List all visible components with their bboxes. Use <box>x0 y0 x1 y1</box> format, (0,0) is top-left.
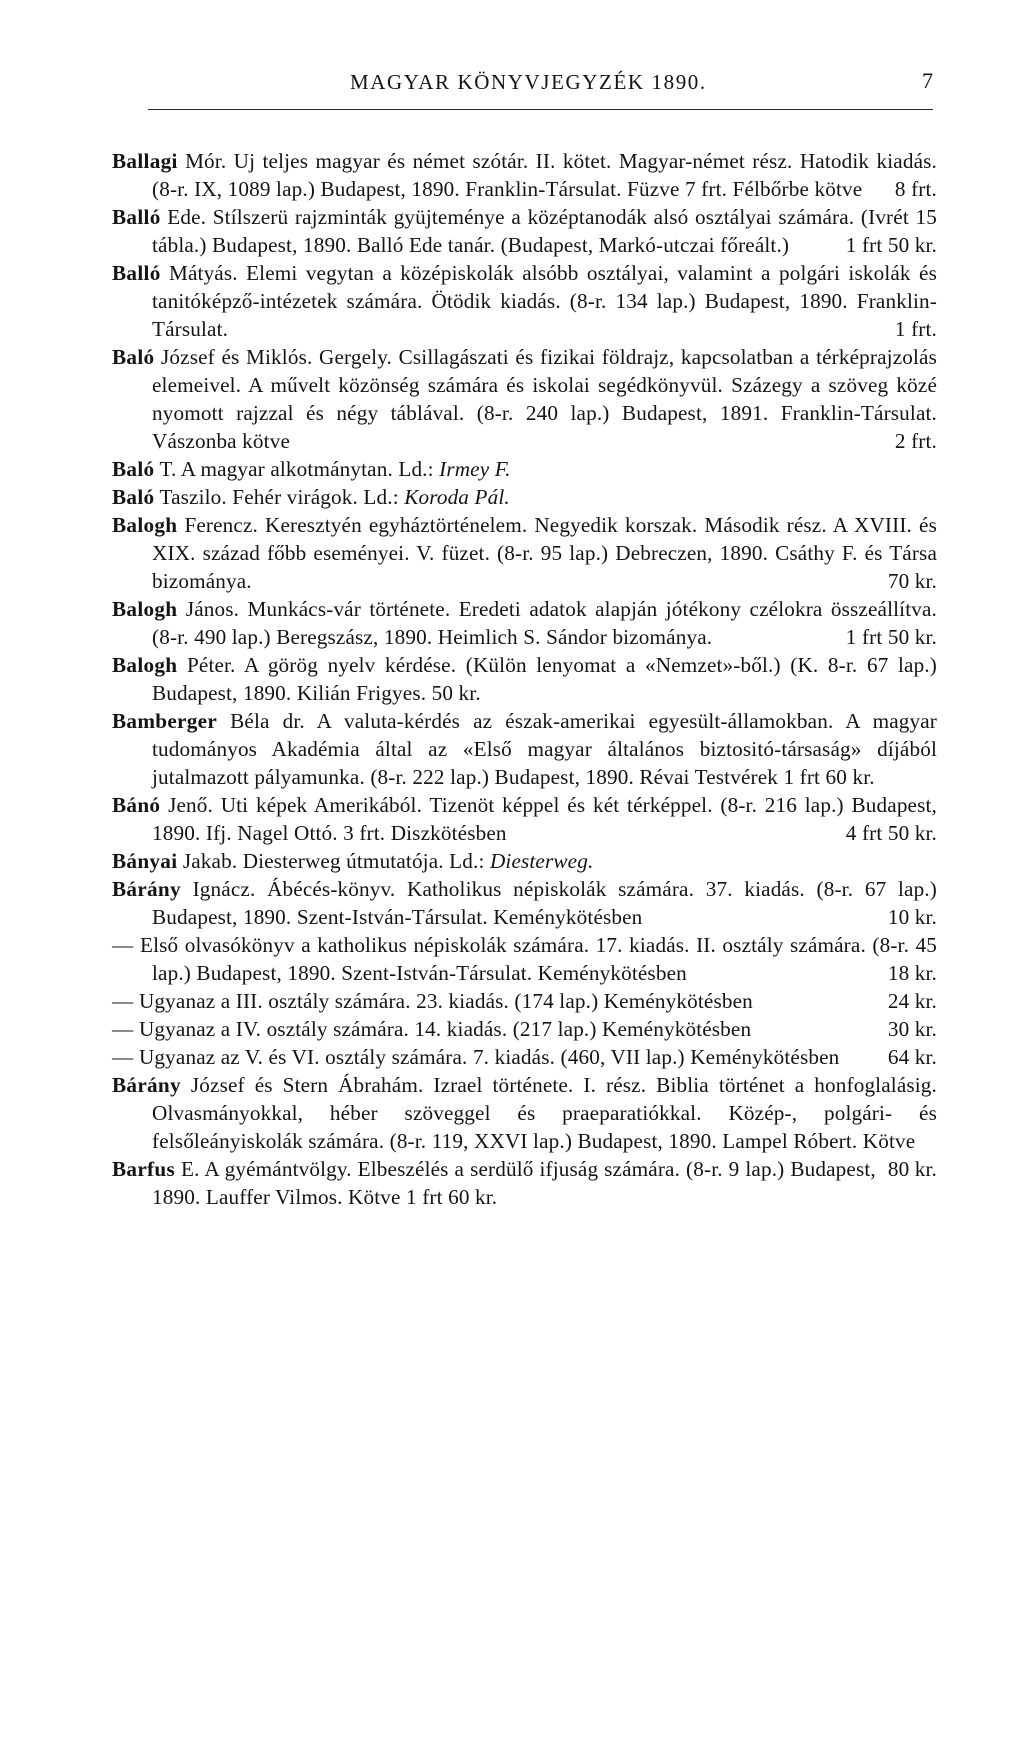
entry-price: 18 kr. <box>887 961 937 985</box>
catalog-entry <box>112 483 937 511</box>
entry-text: Jenő. Uti képek Amerikából. Tizenöt képpel és két térképpel. (8-r. 216 lap.) Budapest, 1890. Ifj. Nagel Ottó. 3 frt. Diszkötésben <box>152 793 937 845</box>
entry-author: Bárány <box>112 1073 181 1097</box>
entry-author: Ballagi <box>112 149 178 173</box>
entry-author: — <box>112 933 134 957</box>
entry-author: Barfus <box>112 1157 176 1181</box>
entry-price: 8 frt. <box>894 177 937 201</box>
entry-author: Baló <box>112 457 155 481</box>
entry-price: 1 frt 50 kr. <box>845 233 937 257</box>
entry-price: 2 frt. <box>894 429 937 453</box>
entry-author: Balogh <box>112 653 178 677</box>
page-number: 7 <box>922 68 933 93</box>
catalog-entry <box>112 707 937 791</box>
running-header <box>148 70 933 110</box>
catalog-entry <box>112 1015 937 1043</box>
entry-text: Béla dr. A valuta-kérdés az észak-amerikai egyesült-államokban. A magyar tudományos Akadémia által az «Első magyar általános biztositó-társaság» díjából jutalmazott pályamunka. (8-r. 222 lap.) Budapest, 1890. Révai Testvérek 1 frt 60 kr. <box>152 709 938 789</box>
catalog-entry <box>112 147 937 203</box>
entry-text: Mór. Uj teljes magyar és német szótár. II. kötet. Magyar-német rész. Hatodik kiadás. (8-r. IX, 1089 lap.) Budapest, 1890. Franklin-Társulat. Füzve 7 frt. Félbőrbe kötve <box>152 149 937 201</box>
entry-text: Mátyás. Elemi vegytan a középiskolák alsóbb osztályai, valamint a polgári iskolák és tanitóképző-intézetek számára. Ötödik kiadás. (8-r. 134 lap.) Budapest, 1890. Franklin-Társulat. <box>152 261 937 341</box>
entry-price: 4 frt 50 kr. <box>845 821 937 845</box>
entry-text: József és Stern Ábrahám. Izrael története. I. rész. Biblia történet a honfoglalásig. Olvasmányokkal, héber szöveggel és praeparatiókkal. Közép-, polgári- és felsőleányiskolák számára. (8-r. 119, XXVI lap.) Budapest, 1890. Lampel Róbert. Kötve <box>152 1073 937 1153</box>
entry-author: Balogh <box>112 513 178 537</box>
catalog-entry <box>112 203 937 259</box>
entry-author: — <box>112 1017 134 1041</box>
entry-text: T. A magyar alkotmánytan. Ld.: <box>159 457 434 481</box>
entry-price: 80 kr. <box>887 1157 937 1181</box>
catalog-entry <box>112 1155 937 1211</box>
entry-text: Ugyanaz az V. és VI. osztály számára. 7. kiadás. (460, VII lap.) Keménykötésben <box>138 1045 840 1069</box>
header-rule <box>148 109 933 110</box>
catalog-entry <box>112 455 937 483</box>
entry-reference: Irmey F. <box>439 457 511 481</box>
entry-text: E. A gyémántvölgy. Elbeszélés a serdülő ifjuság számára. (8-r. 9 lap.) Budapest, 1890. Lauffer Vilmos. Kötve 1 frt 60 kr. <box>152 1157 876 1209</box>
entry-author: — <box>112 1045 134 1069</box>
catalog-entry <box>112 343 937 455</box>
entry-reference: Diesterweg. <box>489 849 594 873</box>
entry-author: Bamberger <box>112 709 218 733</box>
entry-text: Jakab. Diesterweg útmutatója. Ld.: <box>182 849 485 873</box>
entry-price: 30 kr. <box>887 1017 937 1041</box>
entry-price: 70 kr. <box>887 569 937 593</box>
entry-author: Balló <box>112 261 161 285</box>
entry-author: Balló <box>112 205 161 229</box>
entry-author: — <box>112 989 134 1013</box>
catalog-entry <box>112 875 937 931</box>
entry-text: Ferencz. Keresztyén egyháztörténelem. Negyedik korszak. Második rész. A XVIII. és XIX. század főbb eseményei. V. füzet. (8-r. 95 lap.) Debreczen, 1890. Csáthy F. és Társa bizománya. <box>152 513 937 593</box>
entry-price: 1 frt. <box>894 317 937 341</box>
entry-author: Baló <box>112 345 155 369</box>
catalog-entry <box>112 595 937 651</box>
entry-text: Ede. Stílszerü rajzminták gyüjteménye a középtanodák alsó osztályai számára. (Ivrét 15 tábla.) Budapest, 1890. Balló Ede tanár. (Budapest, Markó-utczai főreált.) <box>152 205 937 257</box>
entry-author: Baló <box>112 485 155 509</box>
catalog-entry <box>112 847 937 875</box>
entry-author: Balogh <box>112 597 178 621</box>
entry-text: János. Munkács-vár története. Eredeti adatok alapján jótékony czélokra összeállítva. (8-r. 490 lap.) Beregszász, 1890. Heimlich S. Sándor bizománya. <box>152 597 937 649</box>
entry-text: Péter. A görög nyelv kérdése. (Külön lenyomat a «Nemzet»-ből.) (K. 8-r. 67 lap.) Budapest, 1890. Kilián Frigyes. 50 kr. <box>152 653 937 705</box>
entry-author: Bánó <box>112 793 161 817</box>
entry-list <box>112 147 937 1211</box>
catalog-entry <box>112 259 937 343</box>
entry-author: Bányai <box>112 849 178 873</box>
entry-text: Taszilo. Fehér virágok. Ld.: <box>159 485 399 509</box>
header-title: MAGYAR KÖNYVJEGYZÉK 1890. <box>350 70 707 94</box>
catalog-entry <box>112 511 937 595</box>
entry-text: Ugyanaz a IV. osztály számára. 14. kiadás. (217 lap.) Keménykötésben <box>138 1017 752 1041</box>
catalog-entry <box>112 931 937 987</box>
entry-price: 64 kr. <box>887 1045 937 1069</box>
catalog-entry <box>112 1043 937 1071</box>
entry-text: József és Miklós. Gergely. Csillagászati és fizikai földrajz, kapcsolatban a térképrajzolás elemeivel. A művelt közönség számára és iskolai segédkönyvül. Százegy a szöveg közé nyomott rajzzal és négy táblával. (8-r. 240 lap.) Budapest, 1891. Franklin-Társulat. Vászonba kötve <box>152 345 937 453</box>
entry-text: Ugyanaz a III. osztály számára. 23. kiadás. (174 lap.) Keménykötésben <box>138 989 753 1013</box>
catalog-entry <box>112 791 937 847</box>
entry-text: Első olvasókönyv a katholikus népiskolák számára. 17. kiadás. II. osztály számára. (8-r. 45 lap.) Budapest, 1890. Szent-István-Társulat. Keménykötésben <box>140 933 937 985</box>
entry-price: 1 frt 50 kr. <box>845 625 937 649</box>
catalog-entry <box>112 987 937 1015</box>
entry-author: Bárány <box>112 877 181 901</box>
entry-price: 10 kr. <box>887 905 937 929</box>
entry-reference: Koroda Pál. <box>404 485 510 509</box>
entry-price: 24 kr. <box>887 989 937 1013</box>
entry-text: Ignácz. Ábécés-könyv. Katholikus népiskolák számára. 37. kiadás. (8-r. 67 lap.) Budapest, 1890. Szent-István-Társulat. Keménykötésben <box>152 877 937 929</box>
catalog-entry <box>112 651 937 707</box>
